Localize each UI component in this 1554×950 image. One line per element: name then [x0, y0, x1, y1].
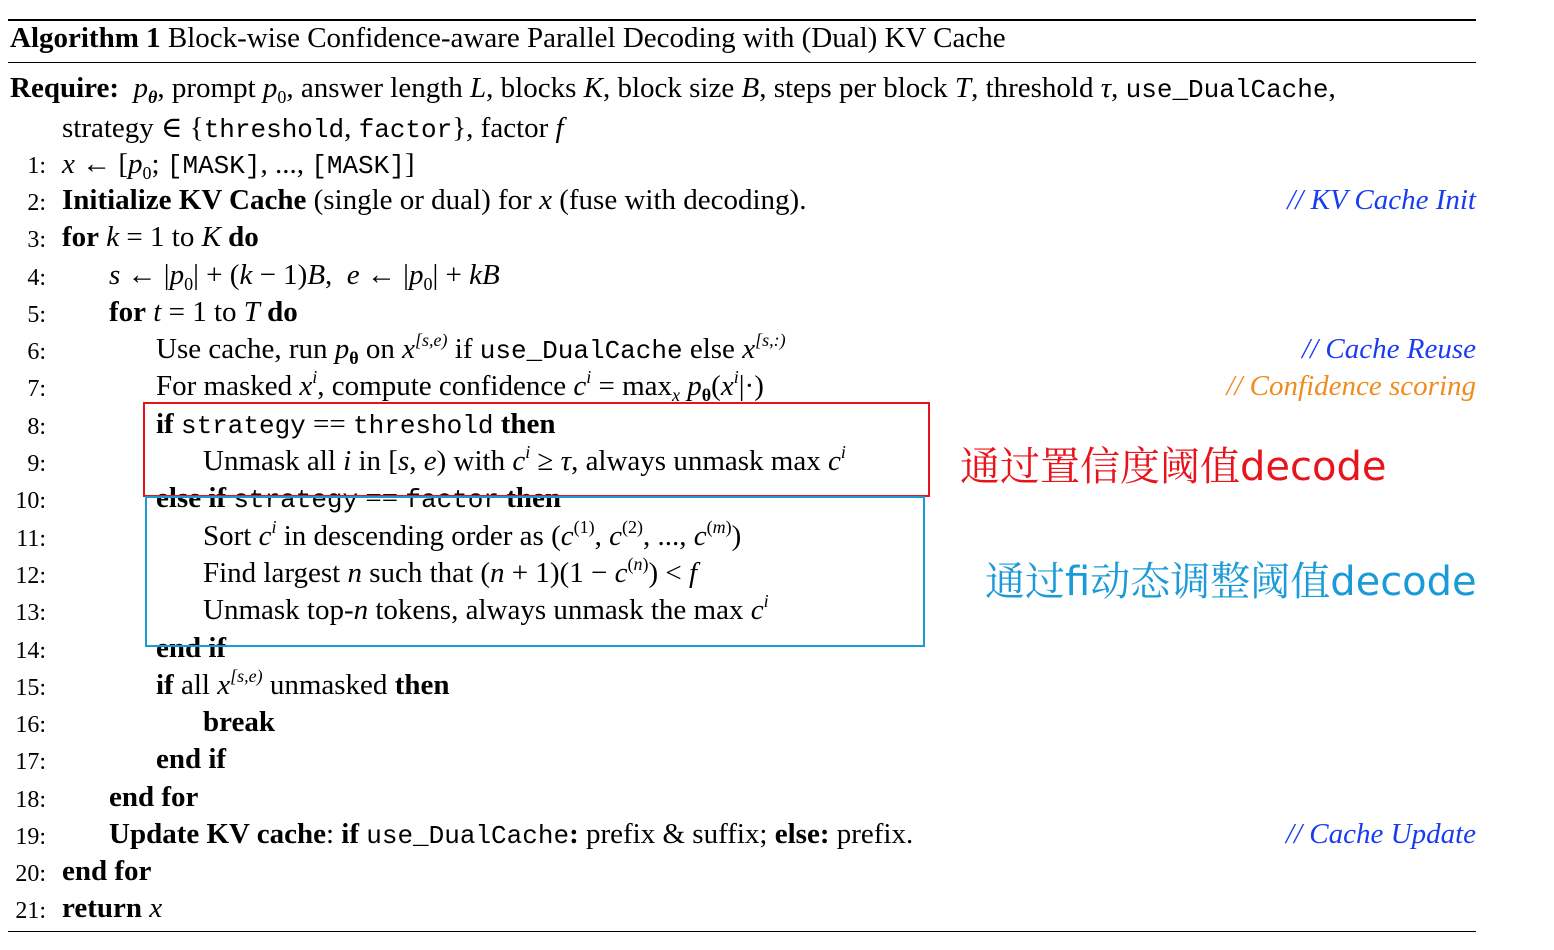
comment-cache-reuse: // Cache Reuse [1302, 333, 1476, 365]
keyword: Initialize KV Cache [62, 184, 307, 216]
algo-line-6: Use cache, run $p_\theta$ on $x^{[s,e)}$ if use_DualCache else $x^{[s,:)}$ [156, 330, 786, 368]
line-text: = 1 to [119, 221, 202, 253]
line-number: 20: [15, 861, 46, 887]
math-f: f [555, 112, 564, 144]
line-text: (single or dual) for [306, 184, 540, 216]
keyword: if [156, 408, 174, 440]
keyword: for [109, 296, 147, 328]
line-text: Unmask top- [203, 594, 354, 626]
line-text: prefix. [829, 818, 914, 850]
code-threshold: threshold [353, 411, 494, 441]
require-label: Require: [10, 72, 120, 104]
line-text: prefix & suffix; [578, 818, 775, 850]
keyword: return [62, 892, 143, 924]
keyword: if [341, 818, 359, 850]
algo-line-10: else if strategy == factor then [156, 482, 562, 515]
keyword: else if [156, 482, 227, 514]
algorithm-title [10, 22, 1006, 55]
require-text: , block size [602, 72, 742, 104]
line-number: 5: [27, 302, 46, 328]
line-number: 2: [27, 190, 46, 216]
require-text: , prompt [157, 72, 263, 104]
require-line-1: Require: $p_\theta$, prompt $p_0$, answer length L, blocks K, block size B, steps per block T, threshold τ, use_DualCache, [10, 72, 1336, 107]
algo-line-19 [109, 818, 913, 851]
algo-line-16 [203, 706, 275, 739]
line-number: 16: [15, 712, 46, 738]
math-p0: p [262, 72, 278, 104]
line-number: 10: [15, 488, 46, 514]
line-text: For masked [156, 370, 300, 402]
math-L: L [470, 72, 487, 104]
math-T: T [954, 72, 972, 104]
require-line-2 [62, 110, 564, 145]
line-text: else [682, 333, 743, 365]
algo-line-7: For masked $x^i$, compute confidence $c^i = \max_x p_\theta(x^i|\cdot)$ [156, 367, 764, 405]
line-text: = 1 to [161, 296, 244, 328]
line-text: : [325, 818, 342, 850]
require-text: , answer length [286, 72, 471, 104]
keyword: end if [156, 743, 227, 775]
annotation-red: 通过置信度阈值decode [960, 444, 1387, 490]
annotation-blue: 通过fi动态调整阈值decode [985, 559, 1477, 605]
comment-cache-update: // Cache Update [1285, 818, 1476, 850]
algo-line-8: if strategy == threshold then [156, 408, 556, 441]
require-text: strategy ∈ { [62, 112, 204, 144]
algo-line-4: s ← $|p_0| + (k - 1)B$, e ← $|p_0|$ + kB [109, 259, 500, 294]
algo-line-2: Initialize KV Cache (single or dual) for x (fuse with decoding). [62, 184, 807, 216]
line-text: tokens, always unmask the max [368, 594, 751, 626]
algo-line-13: Unmask top-n tokens, always unmask the $\max c^i$ [203, 591, 769, 626]
top-rule [8, 19, 1476, 21]
math-p-theta: $p_\theta$ [126, 72, 158, 107]
threshold-highlight-box [143, 402, 930, 497]
algo-line-21: return x [62, 892, 163, 924]
line-number: 1: [27, 153, 46, 179]
line-number: 18: [15, 787, 46, 813]
keyword: break [203, 706, 275, 738]
algo-line-11: Sort $c^i$ in descending order as ($c^{(1)}$, $c^{(2)}$, ..., $c^{(m)}$) [203, 517, 742, 552]
line-number: 3: [27, 227, 46, 253]
keyword: do [228, 221, 259, 253]
line-number: 4: [27, 265, 46, 291]
comment-confidence-scoring: // Confidence scoring [1226, 370, 1476, 402]
require-text: , [1328, 72, 1336, 104]
line-text: Unmask all [203, 445, 344, 477]
line-text: all [173, 669, 218, 701]
line-text: with [446, 445, 513, 477]
math-B: B [741, 72, 760, 104]
line-text: unmasked [262, 669, 395, 701]
require-text: , [344, 112, 359, 144]
keyword: end for [109, 781, 199, 813]
algo-line-5: for t = 1 to T do [109, 296, 298, 328]
keyword: then [506, 482, 562, 514]
line-text: Sort [203, 520, 259, 552]
math-K: K [583, 72, 603, 104]
algo-line-12: Find largest n such that $(n + 1)(1 - c^{(n)}) < f$ [203, 554, 698, 589]
line-number: 14: [15, 638, 46, 664]
line-text: if [447, 333, 480, 365]
comment-kv-cache-init: // KV Cache Init [1287, 184, 1476, 216]
algo-line-15: if all $x^{[s,e)}$ unmasked then [156, 666, 450, 701]
math-tau: τ [1100, 72, 1112, 104]
algorithm-label: Algorithm 1 [10, 22, 161, 54]
line-text: in [351, 445, 389, 477]
algo-line-18 [109, 781, 198, 814]
line-text: in descending order as [276, 520, 552, 552]
line-text: Use cache, run [156, 333, 335, 365]
code-factor: factor [405, 485, 499, 515]
factor-highlight-box [145, 496, 925, 647]
line-number: 7: [27, 376, 46, 402]
line-number: 19: [15, 824, 46, 850]
code-use-dualcache: use_DualCache [479, 336, 683, 366]
algo-line-17 [156, 743, 226, 776]
line-number: 13: [15, 600, 46, 626]
algo-line-20 [62, 855, 151, 888]
algo-line-9: Unmask all i in [s, e) with $c^i \ge \tau$, always unmask $\max c^i$ [203, 442, 846, 477]
require-text: , steps per block [759, 72, 955, 104]
require-text: , threshold [971, 72, 1101, 104]
code-factor: factor [358, 115, 453, 145]
keyword: then [394, 669, 450, 701]
line-number: 9: [27, 451, 46, 477]
keyword: else: [774, 818, 830, 850]
keyword: end for [62, 855, 152, 887]
line-text: on [358, 333, 403, 365]
line-number: 11: [16, 526, 46, 552]
bottom-rule [8, 931, 1476, 932]
line-number: 6: [27, 339, 46, 365]
line-text: , always unmask max [571, 445, 828, 477]
algo-line-1: x ← [$p_0$; [MASK], ..., [MASK]] [62, 148, 415, 183]
line-number: 15: [15, 675, 46, 701]
require-text: , blocks [486, 72, 584, 104]
keyword: then [500, 408, 556, 440]
line-number: 21: [15, 898, 46, 924]
keyword: Update KV cache [109, 818, 326, 850]
line-text: = max [591, 370, 673, 402]
title-rule [8, 62, 1476, 63]
line-text: (fuse with decoding). [551, 184, 807, 216]
require-text: , [1111, 72, 1126, 104]
keyword: do [267, 296, 298, 328]
code-threshold: threshold [203, 115, 345, 145]
code-use-dualcache: use_DualCache [1125, 75, 1329, 105]
keyword: for [62, 221, 100, 253]
code-use-dualcache: use_DualCache [366, 821, 570, 851]
keyword: end if [156, 632, 227, 664]
keyword: if [156, 669, 174, 701]
line-text: Find largest [203, 557, 348, 589]
keyword: : [569, 818, 579, 850]
line-number: 17: [15, 749, 46, 775]
algorithm-name: Block-wise Confidence-aware Parallel Decoding with (Dual) KV Cache [167, 22, 1006, 54]
algo-line-3: for k = 1 to K do [62, 221, 259, 253]
line-number: 8: [27, 414, 46, 440]
line-number: 12: [15, 563, 46, 589]
line-text: such that [361, 557, 481, 589]
require-text: }, factor [452, 112, 556, 144]
line-text: , compute confidence [317, 370, 574, 402]
